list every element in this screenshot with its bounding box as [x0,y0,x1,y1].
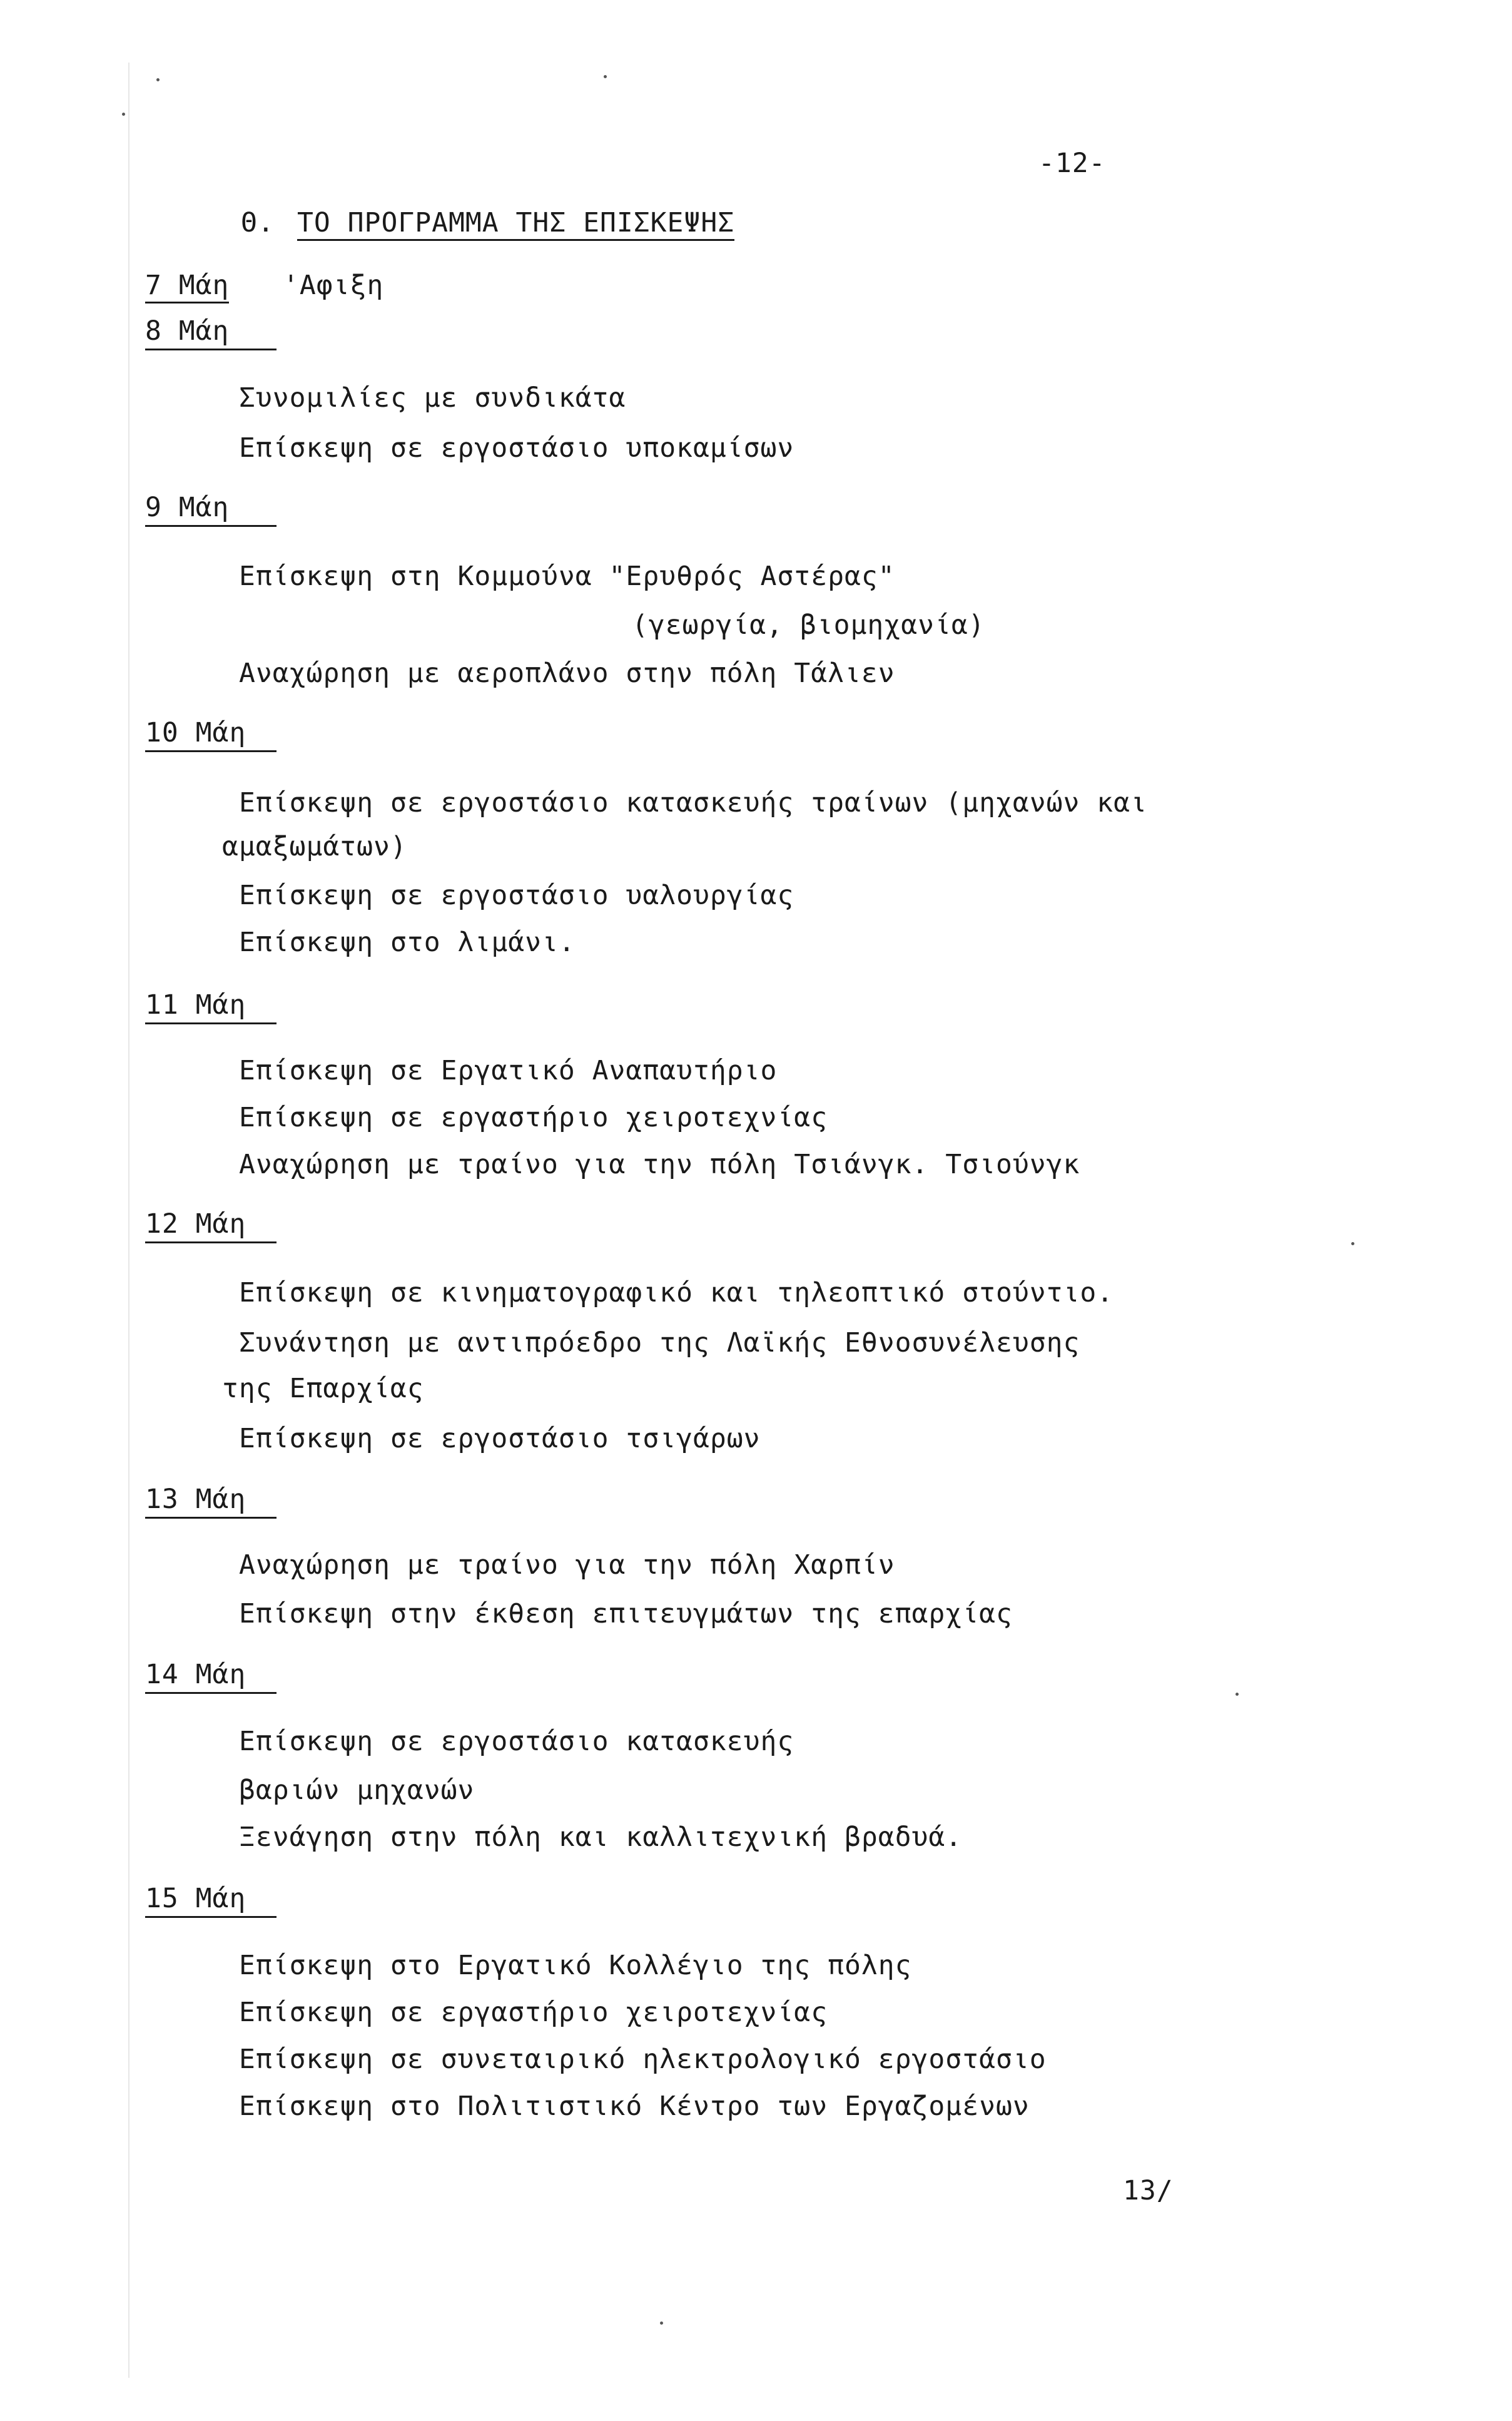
scan-speck [660,2322,663,2325]
program-item: Επίσκεψη στη Κομμούνα "Ερυθρός Αστέρας" [239,561,895,592]
program-item: Επίσκεψη στο Πολιτιστικό Κέντρο των Εργαζομένων [239,2091,1030,2122]
program-item: Επίσκεψη σε εργαστήριο χειροτεχνίας [239,1102,828,1133]
scan-margin-line [128,63,129,2378]
program-item: Επίσκεψη σε εργοστάσιο κατασκευής τραίνων (μηχανών και [239,787,1147,818]
day-date: 15 Μάη [145,1885,277,1918]
program-item: της Επαρχίας [222,1373,424,1404]
scan-speck [1235,1693,1239,1696]
scan-speck [122,113,125,116]
program-item: Επίσκεψη σε εργοστάσιο τσιγάρων [239,1423,761,1454]
program-item: Επίσκεψη σε Εργατικό Αναπαυτήριο [239,1055,778,1086]
day-date: 11 Μάη [145,992,277,1024]
program-item: Αναχώρηση με τραίνο για την πόλη Τσιάνγκ. Τσιούνγκ [239,1149,1080,1180]
continuation-marker: 13/ [1123,2175,1174,2206]
day-date: 7 Μάη [145,272,229,303]
page-number: -12- [1038,148,1106,179]
program-item: Επίσκεψη στην έκθεση επιτευγμάτων της επαρχίας [239,1598,1013,1629]
program-item: Επίσκεψη σε εργοστάσιο υαλουργίας [239,880,794,911]
arrival-text: 'Αφιξη [283,270,384,301]
program-item: Επίσκεψη στο λιμάνι. [239,927,576,958]
program-item: Επίσκεψη σε εργαστήριο χειροτεχνίας [239,1997,828,2028]
scan-speck [604,75,607,78]
scan-speck [1351,1242,1354,1245]
program-item: αμαξωμάτων) [222,831,407,862]
program-item: Συνομιλίες με συνδικάτα [239,382,626,414]
program-item: Επίσκεψη σε εργοστάσιο υποκαμίσων [239,432,794,464]
day-date: 14 Μάη [145,1661,277,1694]
scan-speck [156,78,160,81]
day-date: 10 Μάη [145,720,277,752]
program-item: Αναχώρηση με τραίνο για την πόλη Χαρπίν [239,1549,895,1581]
program-item: Ξενάγηση στην πόλη και καλλιτεχνική βραδυά. [239,1822,963,1853]
day-date: 8 Μάη [145,318,277,350]
program-item: Επίσκεψη σε εργοστάσιο κατασκευής [239,1726,794,1757]
day-date: 12 Μάη [145,1211,277,1243]
program-item: Επίσκεψη σε κινηματογραφικό και τηλεοπτικό στούντιο. [239,1277,1114,1308]
program-item: Επίσκεψη σε συνεταιρικό ηλεκτρολογικό εργοστάσιο [239,2044,1047,2075]
program-item: Συνάντηση με αντιπρόεδρο της Λαϊκής Εθνοσυνέλευσης [239,1327,1080,1358]
day-date: 9 Μάη [145,494,277,527]
section-heading: ΤΟ ΠΡΟΓΡΑΜΜΑ ΤΗΣ ΕΠΙΣΚΕΨΗΣ [297,210,734,241]
program-item: βαριών μηχανών [239,1775,475,1806]
day-date: 13 Μάη [145,1486,277,1519]
program-item: (γεωργία, βιομηχανία) [632,609,985,641]
program-item: Επίσκεψη στο Εργατικό Κολλέγιο της πόλης [239,1950,912,1981]
program-item: Αναχώρηση με αεροπλάνο στην πόλη Τάλιεν [239,658,895,689]
heading-prefix: Θ. [241,207,275,238]
